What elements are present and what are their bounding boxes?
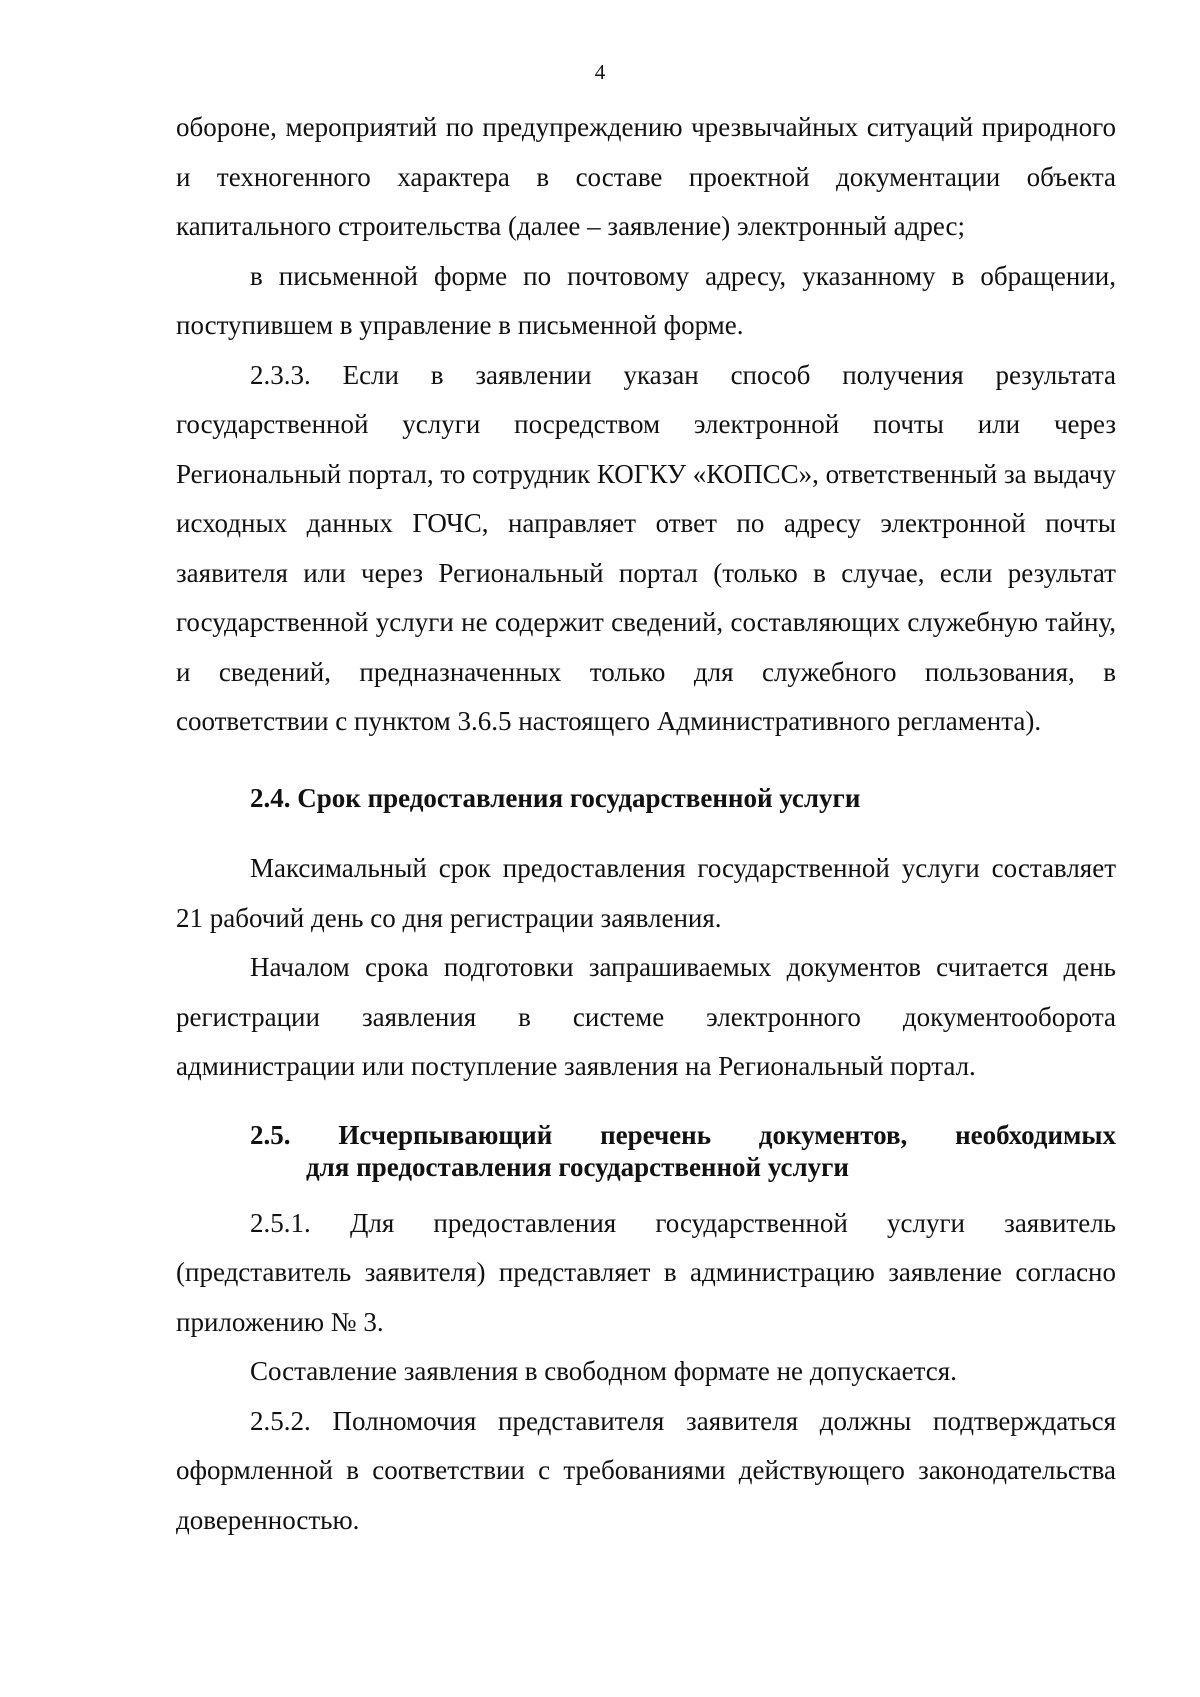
document-body: [176, 103, 1116, 1545]
section-heading-2-5-line1: 2.5. Исчерпывающий перечень документов, необходимых: [250, 1119, 1116, 1150]
paragraph-2-5-2: 2.5.2. Полномочия представителя заявителя должны подтверждаться оформленной в соответствии с требованиями действующего законодательства доверенностью.: [176, 1405, 1116, 1535]
section-heading-2-5: [176, 1119, 1116, 1183]
section-heading-2-5-line2: для предоставления государственной услуги: [306, 1151, 849, 1182]
page-number: 4: [594, 60, 606, 84]
paragraph-term-start: Началом срока подготовки запрашиваемых документов считается день регистрации заявления в системе электронного документооборота администрации или поступление заявления на Региональный портал.: [176, 952, 1116, 1081]
paragraph-continuation: обороне, мероприятий по предупреждению чрезвычайных ситуаций природного и техногенного характера в составе проектной документации объекта капитального строительства (далее – заявление) электронный адрес;: [176, 112, 1116, 241]
paragraph-free-format: Составление заявления в свободном формате не допускается.: [250, 1356, 957, 1386]
section-heading-2-4: 2.4. Срок предоставления государственной услуги: [250, 782, 861, 813]
paragraph-postal-delivery: в письменной форме по почтовому адресу, указанному в обращении, поступившем в управление в письменной форме.: [176, 260, 1116, 340]
paragraph-2-5-1: 2.5.1. Для предоставления государственной услуги заявитель (представитель заявителя) представляет в администрацию заявление согласно приложению № 3.: [176, 1207, 1116, 1337]
paragraph-max-term: Максимальный срок предоставления государственной услуги составляет 21 рабочий день со дня регистрации заявления.: [176, 853, 1116, 933]
paragraph-2-3-3: 2.3.3. Если в заявлении указан способ получения результата государственной услуги посредством электронной почты или через Региональный портал, то сотрудник КОГКУ «КОПСС», ответственный за выдачу исходных данных ГОЧС, направляет ответ по адресу электронной почты заявителя или через Региональный портал (только в случае, если результат государственной услуги не содержит сведений, составляющих служебную тайну, и сведений, предназначенных только для служебного пользования, в соответствии с пунктом 3.6.5 настоящего Административного регламента).: [176, 359, 1116, 736]
